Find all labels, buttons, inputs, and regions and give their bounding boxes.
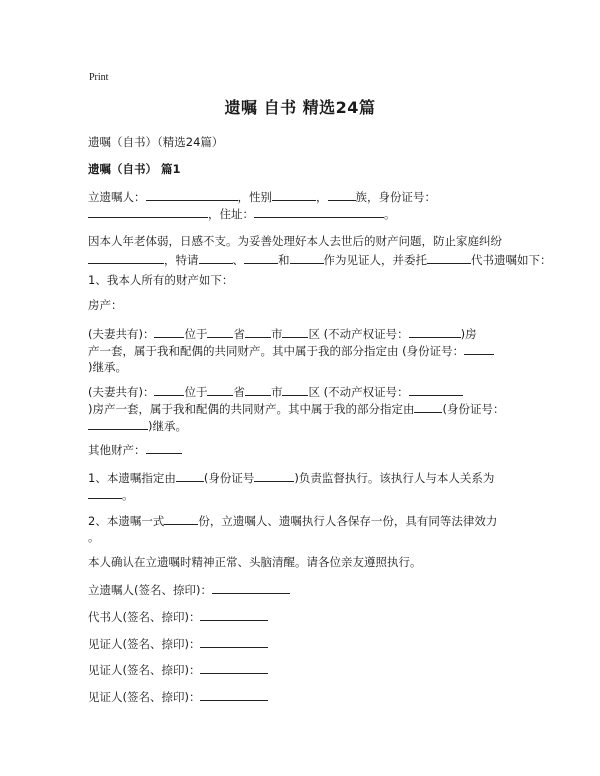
blank-scribe [427,251,471,264]
section-heading: 遗嘱（自书） 篇1 [88,162,181,176]
blank-signature [200,661,268,674]
blank [282,325,308,338]
document-subtitle: 遗嘱（自书）（精选24篇） [88,135,224,149]
intro-text: 作为见证人，并委托 [323,253,427,267]
copies-text: 2、本遗嘱一式 [88,514,165,528]
house-text: 区 (不动产权证号： [308,327,409,341]
house-text: (夫妻共有)： [88,385,155,399]
executor-text: )负责监督执行。该执行人与本人关系为 [294,471,495,485]
house1-line-2 [88,342,494,359]
house-text: 省 [233,327,245,341]
executor-line-2 [88,486,134,503]
house-text: (身份证号： [442,402,505,416]
house-text: 位于 [184,385,208,399]
intro-line-1: 因本人年老体弱，日感不支。为妥善处理好本人去世后的财产问题，防止家庭纠纷 [88,234,502,248]
blank-executor-id [254,469,294,482]
blank-signature [200,635,268,648]
blank-relationship [88,486,122,499]
blank-signature [212,581,290,594]
intro-text: 代书遗嘱如下： [471,253,552,267]
period: 。 [384,207,396,221]
house-text: )继承。 [148,419,187,433]
house-text: )房 [460,327,477,341]
confirm-statement: 本人确认在立遗嘱时精神正常、头脑清醒。请各位亲友遵照执行。 [88,555,422,569]
blank-id-number [88,205,208,218]
other-assets-label: 其他财产： [88,443,146,457]
house-text: 位于 [184,327,208,341]
page-title: 遗嘱 自书 精选24篇 [224,98,376,117]
testator-line-1: 立遗嘱人： ，性别 ， 族，身份证号： [88,190,436,204]
house-text: 产一套，属于我和配偶的共同财产。其中属于我的部分指定由 (身份证号： [88,344,465,358]
blank-gender [272,188,316,201]
blank [464,342,494,355]
house2-line-3 [88,417,187,434]
signature-witness-1 [88,635,268,652]
testator-label: 立遗嘱人： [88,190,146,204]
blank-id [88,417,148,430]
blank-witness-2 [199,251,233,264]
executor-text: 1、本遗嘱指定由 [88,471,176,485]
intro-text: 和 [278,253,290,267]
blank-signature [200,608,268,621]
signature-label: 见证人(签名、捺印)： [88,690,201,704]
ethnicity-label: 族，身份证号： [355,190,436,204]
house1-line-1 [88,325,477,342]
copies-line-2: 。 [88,530,100,544]
blank-witness-4 [290,251,324,264]
house2-line-1 [88,383,463,400]
blank [207,383,233,396]
signature-witness-3 [88,688,268,705]
blank-copies [164,512,198,525]
blank [154,325,184,338]
intro-line-2 [88,251,552,268]
period: 。 [122,488,134,502]
signature-label: 立遗嘱人(签名、捺印)： [88,583,212,597]
executor-text: (身份证号 [203,471,255,485]
intro-text: 、 [232,253,244,267]
address-label: ，住址： [208,207,254,221]
copies-line-1 [88,512,497,529]
copies-text: 份，立遗嘱人、遗嘱执行人各保存一份，具有同等法律效力 [198,514,498,528]
house2-line-2 [88,400,504,417]
signature-label: 见证人(签名、捺印)： [88,663,201,677]
blank-ethnicity [328,188,356,201]
item-1: 1、我本人所有的财产如下： [88,273,234,287]
house1-line-3: )继承。 [88,360,127,374]
house-text: (夫妻共有)： [88,327,155,341]
house-text: 市 [270,385,283,399]
blank-property-cert [409,325,461,338]
print-label: Print [89,72,109,83]
blank [282,383,308,396]
intro-text: ，特请 [164,253,199,267]
other-assets-line [88,441,182,458]
blank-other-assets [146,441,182,454]
house-text: )房产一套，属于我和配偶的共同财产。其中属于我的部分指定由 [88,402,415,416]
blank [414,400,442,413]
house-text: 区 (不动产权证号： [308,385,409,399]
testator-line-2 [88,205,396,222]
signature-scribe [88,608,268,625]
signature-testator [88,581,290,598]
blank-testator-name [146,188,238,201]
signature-label: 代书人(签名、捺印)： [88,610,201,624]
blank [245,325,271,338]
signature-witness-2 [88,661,268,678]
signature-label: 见证人(签名、捺印)： [88,637,201,651]
blank [245,383,271,396]
executor-line-1 [88,469,494,486]
house-label: 房产： [88,298,123,312]
gender-label: ，性别 [237,190,272,204]
house-text: 市 [270,327,283,341]
blank-property-cert [409,383,463,396]
blank-executor [176,469,204,482]
blank [154,383,184,396]
blank [207,325,233,338]
blank-witness-3 [244,251,278,264]
blank-address [254,205,384,218]
blank-signature [200,688,268,701]
blank-witness-1 [88,251,164,264]
house-text: 省 [233,385,245,399]
